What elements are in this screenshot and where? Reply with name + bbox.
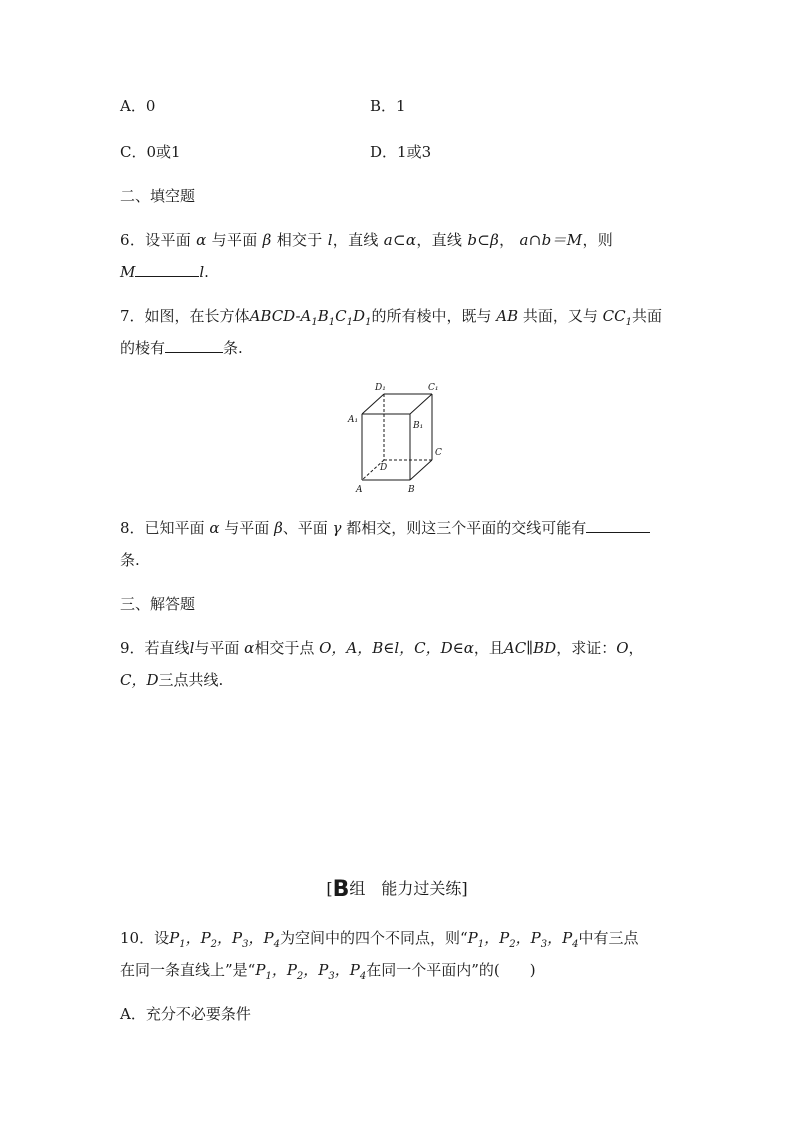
edge-c1-b1	[410, 394, 432, 414]
q6-text: ，	[499, 231, 515, 249]
q7-text: 共面，又与	[522, 307, 598, 325]
q9-text: 三点共线.	[158, 671, 224, 689]
question-9-line-1	[120, 638, 644, 658]
q6-subset-a: a⊂α	[383, 231, 417, 249]
q6-text: ，直线	[416, 231, 463, 249]
q9-text: 与平面	[194, 639, 240, 657]
label-a1: A₁	[348, 415, 359, 425]
question-6-line-2	[120, 262, 209, 282]
option-c: C．0或1	[120, 143, 181, 161]
q10-text: 在同一个平面内”的( )	[366, 961, 536, 979]
q8-gamma: γ	[332, 519, 342, 537]
q9-o: O	[616, 639, 629, 657]
q6-period: .	[204, 263, 209, 281]
q9-text: 相交于点	[254, 639, 315, 657]
q10-number: 10．	[120, 929, 155, 947]
q7-text: 的棱有	[120, 339, 166, 357]
q10-text: 为空间中的四个不同点，则“	[279, 929, 468, 947]
q7-text: 的所有棱中，既与	[371, 307, 492, 325]
q6-text: 设平面	[145, 231, 192, 249]
q6-m: M	[120, 263, 136, 281]
question-10-line-1	[120, 928, 639, 948]
group-b-right-bracket: ]	[461, 879, 468, 898]
q8-text: 已知平面	[144, 519, 205, 537]
q7-number: 7．	[120, 307, 145, 325]
q9-text: ，且	[473, 639, 504, 657]
q7-box-name: ABCD-$A_1B_1C_1D_1$	[249, 307, 372, 328]
question-10-line-2	[120, 960, 536, 980]
q7-answer-blank[interactable]	[165, 338, 223, 353]
q9-alpha: α	[244, 639, 255, 657]
q8-beta: β	[274, 519, 283, 537]
edge-c-b	[410, 460, 432, 480]
group-b-badge: B	[332, 877, 350, 902]
q9-number: 9．	[120, 639, 145, 657]
q9-text: ，求证：	[556, 639, 617, 657]
cuboid-figure	[340, 378, 450, 500]
option-d: D．1或3	[370, 143, 432, 161]
q6-text: 相交于	[276, 231, 323, 249]
label-c: C	[435, 448, 442, 458]
question-8-line-1	[120, 518, 650, 538]
q6-text: ，则	[582, 231, 614, 249]
q6-text: 与平面	[211, 231, 258, 249]
q9-comma: ，	[628, 639, 644, 657]
q10-points: $P_1$，$P_2$，$P_3$，$P_4$	[169, 929, 280, 950]
q9-points: O，A，B∈l，C，D∈α	[319, 639, 474, 657]
label-c1: C₁	[428, 383, 439, 393]
q8-text: 、平面	[282, 519, 328, 537]
q8-number: 8．	[120, 519, 145, 537]
q7-text: 如图，在长方体	[144, 307, 250, 325]
question-7-line-2	[120, 338, 243, 358]
edge-a1-d1	[362, 394, 384, 414]
q9-text: 若直线	[144, 639, 190, 657]
q6-subset-b: b⊂β	[467, 231, 500, 249]
q7-ab: AB	[496, 307, 519, 325]
question-8-line-2: 条.	[120, 551, 140, 569]
q10-text: 设	[154, 929, 170, 947]
q10-text: 在同一条直线上”是“	[120, 961, 256, 979]
group-b-left-bracket: [	[326, 879, 333, 898]
q6-beta: β	[262, 231, 272, 249]
label-d1: D₁	[375, 383, 386, 393]
label-d: D	[380, 463, 388, 473]
label-b1: B₁	[413, 421, 424, 431]
q8-text: 都相交，则这三个平面的交线可能有	[346, 519, 587, 537]
q7-text: 共面	[632, 307, 663, 325]
q8-alpha: α	[209, 519, 220, 537]
section-heading-fill-blank: 二、填空题	[120, 187, 196, 205]
q6-l: l	[327, 231, 333, 249]
q6-l: l	[199, 263, 205, 281]
group-b-label: 组 能力过关练	[349, 879, 462, 898]
group-b-title	[0, 876, 794, 901]
q10-points: $P_1$，$P_2$，$P_3$，$P_4$	[467, 929, 579, 950]
q8-answer-blank[interactable]	[586, 518, 650, 533]
section-heading-answer: 三、解答题	[120, 595, 196, 613]
q6-intersection: a∩b＝M	[519, 231, 583, 249]
label-a: A	[356, 485, 363, 495]
q7-text: 条.	[223, 339, 243, 357]
q7-cc1: $CC_1$	[602, 307, 633, 328]
question-9-line-2	[120, 670, 223, 690]
q8-text: 与平面	[224, 519, 270, 537]
q10-text: 中有三点	[578, 929, 639, 947]
question-7-line-1	[120, 306, 662, 326]
q6-text: ，直线	[332, 231, 379, 249]
q6-alpha: α	[196, 231, 207, 249]
q9-parallel: AC∥BD	[503, 639, 557, 657]
question-6-line-1	[120, 230, 613, 250]
q9-cd: C，D	[120, 671, 159, 689]
option-a: A．0	[120, 97, 156, 115]
q9-l: l	[189, 639, 195, 657]
q6-number: 6．	[120, 231, 146, 249]
label-b: B	[408, 485, 415, 495]
question-10-option-a: A．充分不必要条件	[120, 1005, 251, 1023]
option-b: B．1	[370, 97, 406, 115]
q10-points: $P_1$，$P_2$，$P_3$，$P_4$	[255, 961, 367, 982]
q6-answer-blank[interactable]	[135, 262, 199, 277]
